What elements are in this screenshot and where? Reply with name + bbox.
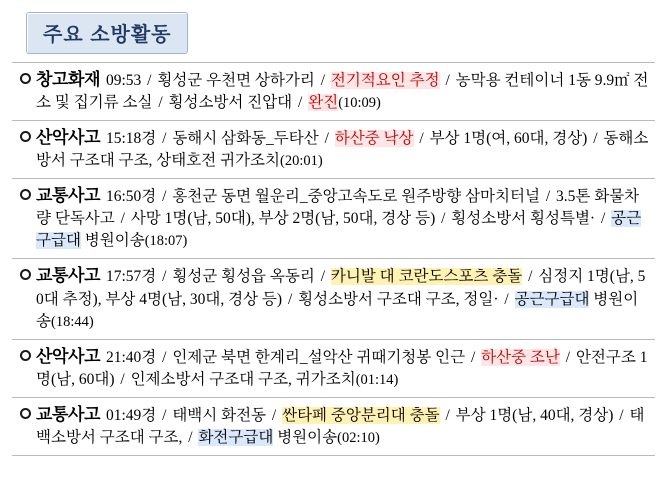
text-separator: / — [524, 268, 537, 286]
incident-list — [12, 62, 655, 456]
text-separator: / — [561, 348, 574, 366]
incident-detail-segment: 하산중 낙상 — [334, 130, 414, 148]
circle-bullet-icon — [20, 131, 31, 142]
incident-detail-segment: 공근구급대 — [514, 290, 590, 308]
incident-detail-segment: 3.5톤 화물차량 단독사고 — [36, 188, 640, 228]
text-separator: / — [294, 94, 307, 112]
text-separator: / — [158, 268, 171, 286]
incident-row — [12, 398, 655, 456]
incident-text — [36, 264, 653, 332]
incident-timestamp: (18:44) — [50, 313, 94, 330]
text-separator: / — [615, 406, 628, 424]
circle-bullet-icon — [20, 350, 31, 361]
incident-detail-segment: 전기적요인 추정 — [330, 72, 440, 89]
text-separator: / — [116, 370, 129, 388]
text-separator: / — [158, 406, 171, 424]
text-separator: / — [541, 188, 555, 206]
incident-timestamp: (10:09) — [338, 95, 381, 112]
incident-detail-segment: 부상 1명(여, 60대, 경상) — [429, 130, 588, 148]
incident-detail-segment: 심정지 1명(남, 50대 추정), 부상 4명(남, 30대, 경상 등) — [36, 268, 646, 308]
incident-detail-segment: 횡성소방서 구조대 구조, 정일· — [298, 290, 499, 308]
incident-timestamp: (01:14) — [355, 371, 399, 388]
text-separator: / — [284, 290, 297, 308]
incident-time: 15:18경 — [102, 130, 157, 148]
incident-detail-segment: 완진 — [308, 94, 339, 112]
incident-timestamp: (20:01) — [279, 153, 323, 170]
circle-bullet-icon — [20, 408, 31, 419]
bullet-cell — [14, 403, 36, 424]
text-separator: / — [597, 210, 610, 228]
text-separator: / — [467, 348, 480, 366]
incident-detail-segment: 태백소방서 구조대 구조, — [36, 406, 645, 446]
incident-detail-segment: 싼타페 중앙분리대 충돌 — [282, 406, 440, 424]
incident-row — [12, 179, 655, 259]
incident-category: 교통사고 — [36, 266, 101, 286]
text-separator: / — [116, 210, 129, 228]
text-separator: / — [441, 72, 454, 89]
incident-row — [12, 259, 655, 339]
incident-detail-segment: 인제소방서 구조대 구조, 귀가조치 — [130, 370, 356, 388]
incident-timestamp: (02:10) — [337, 429, 380, 446]
text-separator: / — [500, 290, 513, 308]
bullet-cell — [14, 264, 36, 285]
incident-category: 산악사고 — [36, 128, 101, 148]
incident-detail-segment: 횡성군 횡성읍 옥동리 — [172, 268, 315, 286]
incident-category: 교통사고 — [36, 404, 101, 424]
text-separator: / — [437, 210, 450, 228]
incident-detail-segment: 홍천군 동면 월운리_중앙고속도로 원주방향 삼마치터널 — [172, 188, 540, 206]
text-separator: / — [316, 72, 329, 89]
incident-category: 창고화재 — [36, 70, 101, 89]
incident-detail-segment: 안전구조 1명(남, 60대) — [36, 348, 648, 388]
incident-detail-segment: 카니발 대 코란도스포츠 충돌 — [330, 268, 523, 286]
incident-detail-segment: 동해소방서 구조대 구조, 상태호전 귀가조치 — [36, 130, 649, 170]
text-separator: / — [441, 406, 454, 424]
incident-detail-segment: 병원이송 — [84, 232, 145, 250]
incident-text — [36, 68, 653, 114]
incident-detail-segment: 하산중 조난 — [481, 348, 560, 366]
incident-detail-segment: 공근구급대 — [36, 210, 642, 250]
incident-detail-segment: 농막용 컨테이너 1동 9.9㎡ 전소 및 집기류 소실 — [36, 72, 649, 112]
circle-bullet-icon — [20, 269, 31, 280]
incident-time: 21:40경 — [102, 348, 157, 366]
circle-bullet-icon — [20, 73, 31, 84]
incident-text — [36, 126, 653, 172]
text-separator: / — [158, 348, 171, 366]
incident-detail-segment: 횡성군 우천면 상하가리 — [157, 72, 315, 89]
text-separator: / — [415, 130, 428, 148]
incident-row — [12, 121, 655, 179]
bullet-cell — [14, 345, 36, 366]
page-title-container — [26, 12, 655, 54]
text-separator: / — [589, 130, 602, 148]
incident-category: 산악사고 — [36, 346, 101, 366]
incident-text — [36, 345, 653, 391]
incident-time: 01:49경 — [102, 406, 157, 424]
incident-detail-segment: 부상 1명(남, 40대, 경상) — [455, 406, 614, 424]
text-separator: / — [158, 130, 171, 148]
text-separator: / — [188, 428, 197, 446]
text-separator: / — [268, 406, 281, 424]
incident-time: 17:57경 — [102, 268, 157, 286]
incident-detail-segment: 병원이송 — [277, 428, 338, 446]
incident-detail-segment: 동해시 삼화동_두타산 — [172, 130, 319, 148]
incident-detail-segment: 사망 1명(남, 50대), 부상 2명(남, 50대, 경상 등) — [130, 210, 436, 228]
incident-detail-segment: 인제군 북면 한계리_설악산 귀때기청봉 인근 — [172, 348, 466, 366]
text-separator: / — [158, 188, 171, 206]
incident-text — [36, 403, 653, 449]
text-separator: / — [154, 94, 167, 112]
incident-time: 16:50경 — [102, 188, 157, 206]
incident-detail-segment: 횡성소방서 진압대 — [168, 94, 293, 112]
incident-timestamp: (18:07) — [144, 233, 188, 250]
incident-time: 09:53 — [102, 72, 142, 89]
circle-bullet-icon — [20, 189, 31, 200]
incident-detail-segment: 병원이송 — [36, 290, 639, 330]
incident-category: 교통사고 — [36, 186, 101, 206]
incident-row — [12, 63, 655, 121]
incident-row — [12, 340, 655, 398]
text-separator: / — [143, 72, 156, 89]
bullet-cell — [14, 68, 36, 89]
page-title: 주요 소방활동 — [26, 12, 188, 54]
incident-detail-segment: 횡성소방서 횡성특별· — [451, 210, 596, 228]
text-separator: / — [320, 130, 333, 148]
incident-detail-segment: 태백시 화전동 — [172, 406, 267, 424]
incident-detail-segment: 화전구급대 — [198, 428, 274, 446]
text-separator: / — [316, 268, 329, 286]
bullet-cell — [14, 126, 36, 147]
bullet-cell — [14, 184, 36, 205]
incident-text — [36, 184, 653, 252]
